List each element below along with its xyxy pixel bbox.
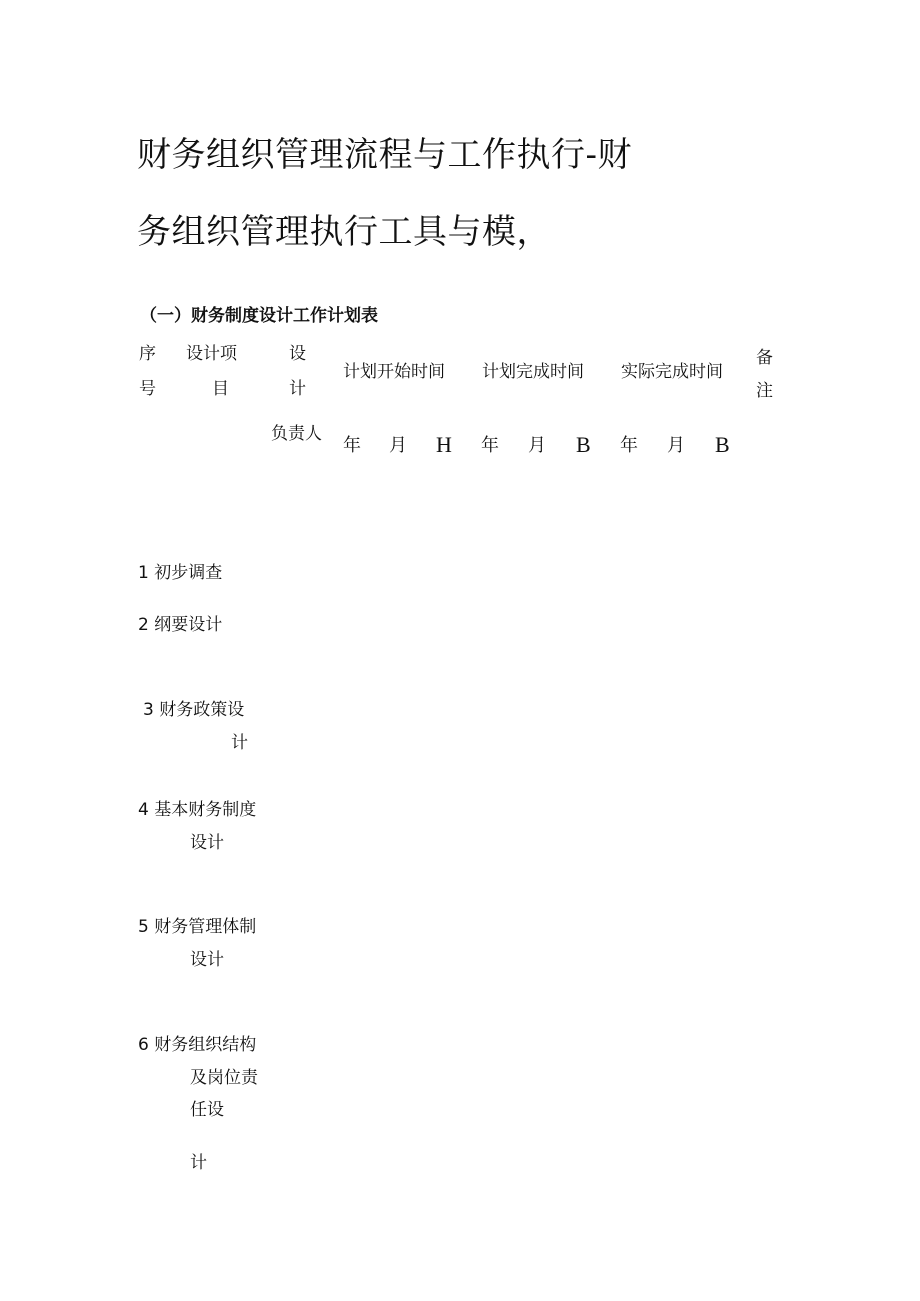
header-item-line-1: 设计项: [186, 344, 237, 364]
header-item-line-2: 目: [212, 379, 229, 399]
header-seq-line-1: 序: [139, 344, 156, 364]
start-year-label: 年: [343, 435, 361, 456]
row-item-label-continued: 计: [190, 1153, 207, 1173]
start-month-label: 月: [389, 435, 407, 456]
header-plan-end: 计划完成时间: [482, 362, 584, 382]
row-item-label-continued: 及岗位责: [190, 1068, 258, 1088]
end-month-label: 月: [528, 435, 546, 456]
row-item-label: 4 基本财务制度: [138, 800, 257, 820]
header-owner-line-1: 设: [289, 344, 306, 364]
row-item-label: 3 财务政策设: [143, 700, 245, 720]
document-title-line-2: 务组织管理执行工具与模，: [137, 212, 551, 252]
end-day-label: B: [576, 432, 591, 457]
actual-year-label: 年: [620, 435, 638, 456]
row-item-label: 6 财务组织结构: [138, 1035, 257, 1055]
row-item-label-continued: 设计: [190, 833, 224, 853]
row-item-label-continued: 设计: [190, 950, 224, 970]
row-item-label-continued: 计: [231, 733, 248, 753]
row-item-label: 1 初步调查: [138, 563, 223, 583]
header-actual-end: 实际完成时间: [621, 362, 723, 382]
document-title-line-1: 财务组织管理流程与工作执行-财: [137, 135, 632, 175]
header-owner-line-3: 负责人: [271, 424, 322, 444]
actual-day-label: B: [715, 432, 730, 457]
header-owner-line-2: 计: [289, 379, 306, 399]
end-year-label: 年: [481, 435, 499, 456]
row-item-label-continued: 任设: [190, 1100, 224, 1120]
header-seq-line-2: 号: [139, 379, 156, 399]
header-plan-start: 计划开始时间: [343, 362, 445, 382]
header-remark-line-1: 备: [756, 348, 773, 368]
start-day-label: H: [436, 432, 452, 457]
row-item-label: 5 财务管理体制: [138, 917, 257, 937]
section-heading: （一）财务制度设计工作计划表: [140, 306, 378, 326]
actual-month-label: 月: [667, 435, 685, 456]
row-item-label: 2 纲要设计: [138, 615, 223, 635]
header-remark-line-2: 注: [756, 381, 773, 401]
